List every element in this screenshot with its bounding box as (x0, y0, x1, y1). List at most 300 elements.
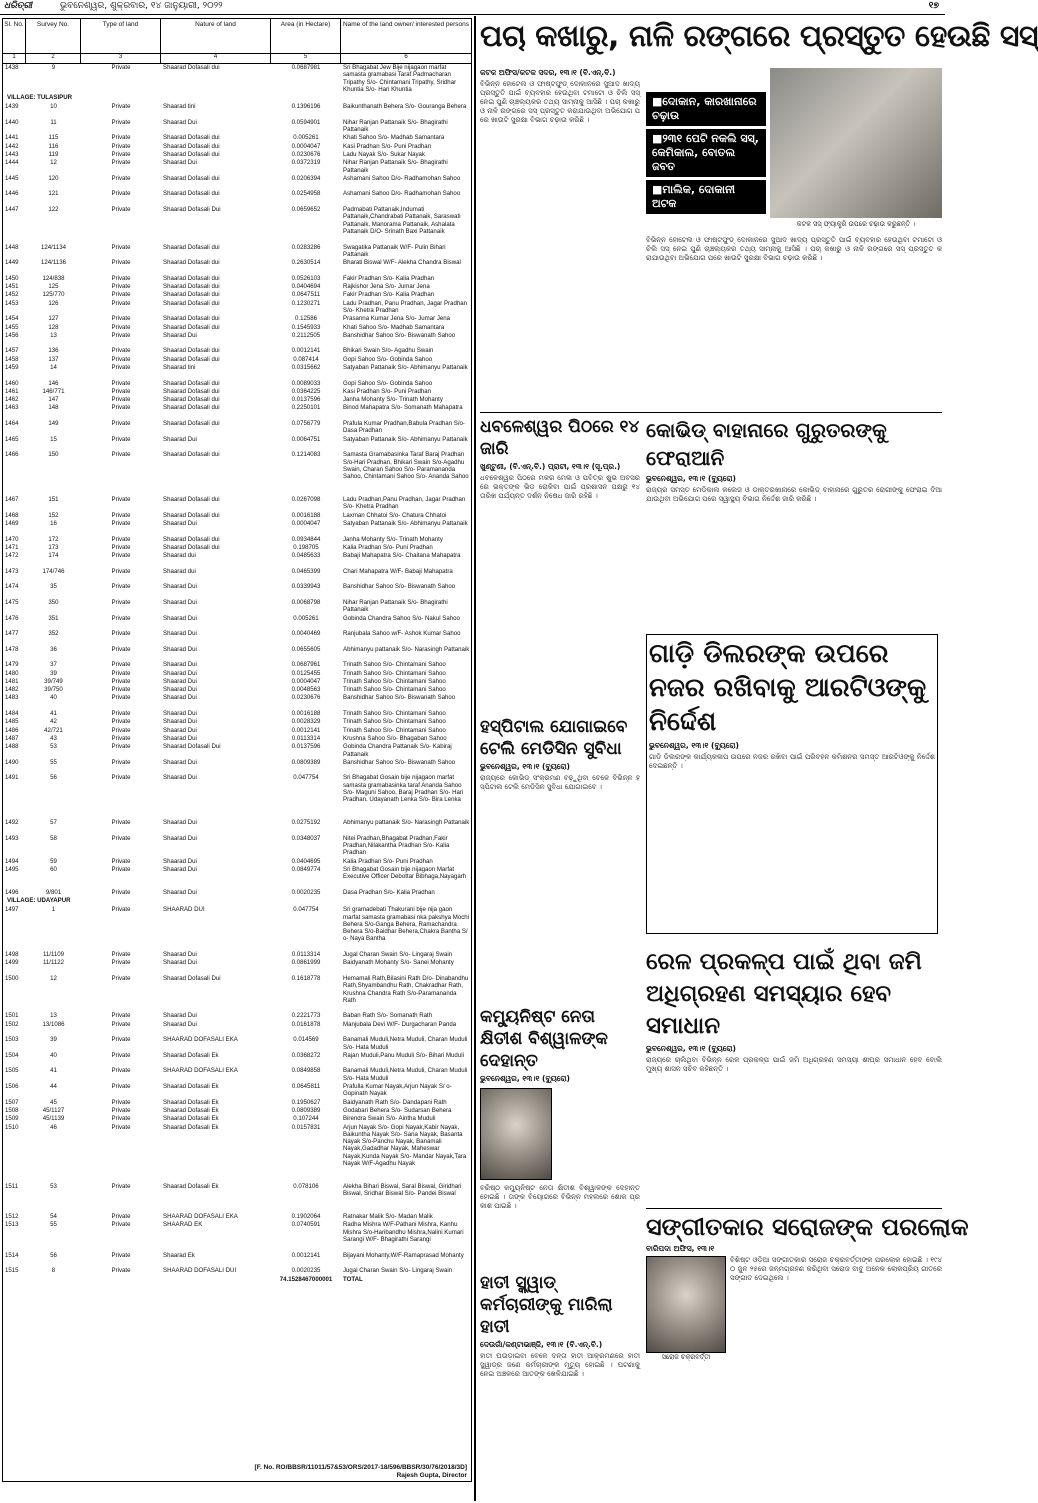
table-cell: 1477 (5, 630, 19, 638)
table-cell: Dasa Pradhan S/o- Kalia Pradhan (343, 888, 435, 896)
table-cell: Private (111, 150, 131, 158)
table-cell: Private (111, 1036, 131, 1044)
table-cell: Private (111, 379, 131, 387)
table-cell: 0.2630514 (291, 259, 321, 267)
table-cell: Private (111, 598, 131, 606)
table-cell: Prafulla Kumar Nayak,Arjun Nayak S/ o- Gopinath Nayak (343, 1083, 452, 1098)
table-cell: 0.1618778 (291, 974, 321, 982)
table-cell: 1469 (5, 519, 19, 527)
table-cell: Shaarad Dui (163, 159, 197, 167)
table-cell: Banamali Muduli,Netra Muduli, Charan Muduli S/o- Hata Muduli (343, 1067, 468, 1082)
table-cell: Private (111, 420, 131, 428)
table-cell: 0.0125455 (291, 669, 321, 677)
table-cell: Trinath Sahoo S/o- Chintamani Sahoo (343, 726, 446, 734)
table-cell: 11/1122 (42, 959, 65, 967)
table-cell: Ladu Pradhan, Panu Pradhan, Jagar Pradhan S/o- Khetra Pradhan (343, 299, 467, 314)
table-cell: 1467 (5, 496, 19, 504)
table-cell: 124/1134 (41, 243, 66, 251)
table-cell: Private (111, 283, 131, 291)
table-cell: 0.0004047 (291, 519, 321, 527)
table-cell: 9 (51, 64, 56, 71)
table-cell: 41 (50, 1067, 57, 1075)
table-cell: Shaarad Dofasali dui (163, 274, 220, 282)
table-cell: Radha Mishra W/F-Pathani Mishra, Kanhu Mishra S/o-Haribandhu Mishra,Nalini Kumari Sarangi W/F- Bhagirathi Sarangi (343, 1221, 464, 1244)
table-cell: 0.0157831 (291, 1123, 321, 1131)
table-cell: Private (111, 1083, 131, 1091)
table-cell: Shaarad Dofasali dui (163, 150, 220, 158)
col-number: 5 (271, 54, 341, 63)
table-cell: Shaarad Dui (163, 888, 197, 896)
table-row (3, 1021, 471, 1037)
table-cell: 1513 (5, 1221, 19, 1229)
table-cell: Private (111, 511, 131, 519)
table-cell: 0.0809389 (291, 758, 321, 766)
table-row (3, 536, 471, 544)
table-cell: 127 (48, 315, 59, 323)
table-cell: Shaarad Dui (163, 583, 197, 591)
table-cell: 16 (50, 519, 57, 527)
col-number: 3 (81, 54, 161, 63)
table-cell: 1450 (5, 274, 19, 282)
table-cell: 1483 (5, 694, 19, 702)
table-cell: Shaarad Dofasali dui (163, 404, 220, 412)
table-row (3, 496, 471, 512)
table-cell: Shaarad Dofasali Ek (163, 1115, 219, 1123)
dateline: ଭୁବନେଶ୍ୱର, ୧୩।୧ (ବ୍ୟୁରୋ) (649, 741, 739, 750)
table-cell: Bharati Biswal W/F- Alekha Chandra Biswal (343, 259, 461, 267)
table-cell: SHAARAD DOFASALI EKA (163, 1036, 238, 1044)
table-cell: 0.0687981 (291, 64, 321, 71)
table-cell: Shaarad Dofasali dui (163, 451, 220, 459)
table-cell: Private (111, 331, 131, 339)
table-row (3, 396, 471, 404)
table-cell: Shaarad Dofasali dui (163, 299, 220, 307)
table-cell: 1473 (5, 567, 19, 575)
table-cell: 12 (50, 159, 57, 167)
table-cell: 174/746 (42, 567, 65, 575)
table-cell: 0.0655605 (291, 645, 321, 653)
table-cell: 0.0849858 (291, 1067, 321, 1075)
table-cell: Private (111, 190, 131, 198)
table-cell: 0.0809389 (291, 1106, 321, 1114)
table-cell: 58 (50, 834, 57, 842)
table-cell: 1442 (5, 142, 19, 150)
table-cell: 147 (48, 396, 59, 404)
table-cell: 137 (48, 355, 59, 363)
table-cell: 1441 (5, 134, 19, 142)
table-row (3, 743, 471, 759)
table-cell: 45 (50, 1098, 57, 1106)
table-cell: Kalia Pradhan S/o- Puni Pradhan (343, 543, 433, 551)
table-row (3, 630, 471, 646)
table-cell: Shaarad Dui (163, 819, 197, 827)
table-cell: Gobinda Chandra Sahoo S/o- Nakul Sahoo (343, 614, 460, 622)
issue-date: ଭୁବନେଶ୍ୱର, ଶୁକ୍ରବାର, ୧୪ ଜାନୁୟାରୀ, ୨୦୨୨ (60, 1, 223, 11)
table-cell: SHAARAD DOFASALI EKA (163, 1213, 238, 1221)
table-cell: 1504 (5, 1051, 19, 1059)
table-row (3, 404, 471, 420)
table-cell: 174 (48, 552, 59, 560)
table-row (3, 1124, 471, 1183)
table-cell: Private (111, 774, 131, 782)
table-row (3, 1183, 471, 1213)
dateline: ଭୁବନେଶ୍ୱର, ୧୩।୧ (ବ୍ୟୁରୋ) (480, 762, 570, 771)
table-cell: 54 (50, 1213, 57, 1221)
table-cell: 55 (50, 1221, 57, 1229)
table-row (3, 1067, 471, 1083)
table-cell: Shaarad Dofasali dui (163, 323, 220, 331)
table-cell: Banamali Muduli,Netra Muduli, Charan Muduli S/o- Hata Muduli (343, 1036, 468, 1051)
table-cell: 1474 (5, 583, 19, 591)
table-cell: 53 (50, 743, 57, 751)
table-cell: Shaarad Dofasali dui (163, 291, 220, 299)
table-cell: 0.0004047 (291, 142, 321, 150)
table-cell: 41 (50, 710, 57, 718)
table-cell: 0.078106 (293, 1182, 319, 1190)
table-cell: 1495 (5, 866, 19, 874)
table-cell: Shaarad Dofasali Dui (163, 974, 221, 982)
table-cell: Ashamani Sahoo D/o- Radhamohan Sahoo (343, 190, 461, 198)
table-body (3, 64, 471, 1276)
table-cell: 0.0594901 (291, 118, 321, 126)
col-header: Name of the land owner/ interested persons (342, 21, 470, 28)
table-cell: Private (111, 206, 131, 214)
table-cell: 12 (50, 974, 57, 982)
table-cell: Private (111, 134, 131, 142)
table-cell: Private (111, 1251, 131, 1259)
table-cell: Shaarad Dui (163, 774, 197, 782)
table-cell: 1460 (5, 379, 19, 387)
table-cell: Trinath Sahoo S/o- Chintamani Sahoo (343, 669, 446, 677)
table-row (3, 380, 471, 388)
table-cell: Rajan Muduli,Panu Muduli S/o- Bihari Muduli (343, 1051, 464, 1059)
table-cell: 1443 (5, 150, 19, 158)
column-divider (474, 16, 476, 1501)
table-cell: 1453 (5, 299, 19, 307)
table-cell: Bijayani Mohanty,W/F-Ramaprasad Mohanty (343, 1251, 464, 1259)
table-cell: 1503 (5, 1036, 19, 1044)
table-cell: 115 (48, 134, 59, 142)
table-cell: Private (111, 734, 131, 742)
table-cell: Shaarad Dofasali dui (163, 543, 220, 551)
table-cell: 42 (50, 718, 57, 726)
table-cell: 124/838 (42, 274, 65, 282)
table-row (3, 512, 471, 520)
table-cell: 0.0315662 (291, 364, 321, 371)
article-text: ବିଶିଷ୍ଟ ଓଡ଼ିଆ ସଙ୍ଗୀତକାର ସରୋଜ ଚକ୍ରବର୍ତ୍ତୀଙ୍କ ପରଲୋକ ହୋଇଛି । ୧୯୪୦ ଜୁନ ୨୫ରେ ଜନ୍ମଗ୍ରହଣ କରିଥିବା ସରୋଜ ବାବୁ ଅନେକ ଲୋକପ୍ରିୟ ଗୀତରେ ସଙ୍ଗୀତ ଦେଇଥିଲେ । (730, 1256, 942, 1282)
dateline: ଖୁଣ୍ଟୁଣୀ, (ବି.ଏନ୍‌.ବି.) ପ୍ରାଚୀ, ୧୩।୧ (ସୂ.ପ୍ର.) (480, 462, 621, 471)
table-cell: Shaarad Dui (163, 857, 197, 865)
col-header: Type of land (81, 19, 161, 53)
table-cell: 1492 (5, 819, 19, 827)
table-cell: 0.0364225 (291, 387, 321, 395)
table-cell: 13 (50, 331, 57, 339)
table-cell: Shaarad Dofasali dui (163, 64, 220, 71)
table-cell: Private (111, 159, 131, 167)
table-cell: Shaarad Dui (163, 645, 197, 653)
table-cell: 11/1109 (42, 951, 65, 959)
table-cell: Private (111, 387, 131, 395)
table-cell: 0.005261 (293, 134, 319, 142)
table-cell: Shaarad Dofasali dui (163, 496, 220, 504)
table-cell: Satyaban Pattanaik S/o- Abhimanyu Pattanaik (343, 519, 468, 527)
table-row (3, 858, 471, 866)
table-cell: SHAARAD EK (163, 1221, 203, 1229)
total-value: 74.1528467000001 (279, 1275, 333, 1283)
table-cell: 0.0740591 (291, 1221, 321, 1229)
table-cell: Sri gramadebati Thakurani bije nija gaon marfat samasta gramabasi nka pakshya Mochi Behera S/o-Ganga Behera, Ramachandra Behera S/o-Baidhar Behera,Chakra Bantha S/ o- Naya Bantha (343, 906, 469, 943)
table-row (3, 315, 471, 323)
table-cell: Banshidhar Sahoo S/o- Biswanath Sahoo (343, 694, 456, 702)
table-cell: Nihar Ranjan Pattanaik S/o- Bhagirathi Pattanaik (343, 118, 448, 134)
table-cell: 0.0012141 (291, 1251, 321, 1259)
table-cell: 0.0404695 (291, 857, 321, 865)
col-number: 2 (26, 54, 81, 63)
dateline: ଭୁବନେଶ୍ୱର, ୧୩।୧ (ବ୍ୟୁରୋ) (480, 1074, 570, 1083)
table-row (3, 835, 471, 858)
table-cell: 0.0089033 (291, 379, 321, 387)
table-cell: 0.0645811 (291, 1083, 321, 1091)
table-cell: 1455 (5, 323, 19, 331)
table-cell: Janha Mohanty S/o- Trinath Mohanty (343, 535, 443, 543)
table-cell: 53 (50, 1182, 57, 1190)
table-cell: Private (111, 435, 131, 443)
table-row (3, 889, 471, 897)
table-cell: 0.0404694 (291, 283, 321, 291)
table-cell: Fakir Pradhan S/o- Kalia Pradhan (343, 291, 435, 299)
table-cell: Private (111, 1106, 131, 1114)
table-row (3, 451, 471, 496)
article-text: ବିଭିନ୍ନ ହୋଟେଲ ଓ ଫାଷ୍ଟଫୁଡ୍‌ ଦୋକାନରେ ସୁଆଦ ଖାଦ୍ୟ ପ୍ରସ୍ତୁତି ପାଇଁ ବ୍ୟବହାର ହେଉଥିବା ଟମାଟୋ ଓ ଚିଲି ସସ୍‌ ନେଇ ପୁଣି ଚାଞ୍ଚଲ୍ୟକର ତଥ୍ୟ ସାମ୍ନାକୁ ଆସିଛି । ପଚା କଖାରୁ ଓ ନାଳି ରଙ୍ଗରେ ସସ୍‌ ପ୍ରସ୍ତୁତ କରାଯାଉଥିବା ଅଭିଯୋଗ ପରେ ଖାଉଟି ସୁରକ୍ଷା ବିଭାଗ ଚଢ଼ାଉ କରିଛି । (480, 80, 640, 124)
table-cell: Private (111, 951, 131, 959)
table-cell: Shaarad Ek (163, 1251, 195, 1259)
article-text: ଗାଡ଼ି ଡିଲରଙ୍କ କାର୍ଯ୍ୟକଳାପ ଉପରେ ନଜର ରଖିବା ପାଇଁ ପରିବହନ କମିଶନର ସମସ୍ତ ଆରଟିଓଙ୍କୁ ନିର୍ଦ୍ଦେଶ ଦେଇଛନ୍ତି । (649, 753, 935, 770)
table-cell: 13/1086 (42, 1020, 65, 1028)
table-cell: 0.0161878 (291, 1020, 321, 1028)
table-row (3, 520, 471, 536)
table-cell: Ladu Nayak S/o- Sukar Nayak (343, 150, 425, 158)
table-cell: 39 (50, 1036, 57, 1044)
table-cell: 0.0137596 (291, 396, 321, 404)
col-number: 4 (161, 54, 271, 63)
table-cell: 43 (50, 734, 57, 742)
photo-caption: କଟକ ସସ୍‌ ଫ୍ୟାକ୍ଟ୍ରି ଉପରେ ଚଢ଼ାଉ କରୁଛନ୍ତି । (796, 220, 916, 228)
table-cell: 1496 (5, 888, 19, 896)
table-cell: 1459 (5, 364, 19, 371)
headline: ଧବଳେଶ୍ୱର ପିଠରେ ୧୪ ଜାରି (480, 417, 640, 459)
table-cell: Shaarad Dui (163, 661, 197, 669)
table-cell: Prasanna Kumar Jena S/o- Jumar Jena (343, 315, 451, 323)
table-cell: 1439 (5, 103, 19, 111)
table-cell: 1457 (5, 347, 19, 355)
table-cell: 13 (50, 1012, 57, 1020)
table-cell: 0.0012141 (291, 726, 321, 734)
table-cell: Shaarad Dofasali dui (163, 511, 220, 519)
table-cell: Private (111, 535, 131, 543)
table-cell: 128 (48, 323, 59, 331)
table-cell: 1498 (5, 951, 19, 959)
table-row (3, 190, 471, 206)
table-cell: Shaarad Dofasali Ek (163, 1083, 219, 1091)
raid-photo (770, 68, 942, 218)
table-cell: 122 (48, 206, 59, 214)
table-cell: Satyaban Pattanaik S/o- Abhimanyu Pattanaik (343, 364, 468, 371)
table-row (3, 1052, 471, 1068)
headline: ସଙ୍ଗୀତକାର ସରୋଜଙ୍କ ପରଲୋକ (646, 1213, 969, 1241)
table-cell: Private (111, 404, 131, 412)
table-cell: Private (111, 543, 131, 551)
table-row (3, 583, 471, 599)
table-row (3, 710, 471, 718)
table-cell: Baidyanath Mohanty S/o- Sanei Mohanty (343, 959, 454, 967)
table-cell: 0.107244 (293, 1115, 319, 1123)
table-cell: Private (111, 1115, 131, 1123)
table-cell: Private (111, 274, 131, 282)
table-cell: 1499 (5, 959, 19, 967)
table-cell: 0.0254958 (291, 190, 321, 198)
table-cell: Shaarad Dui (163, 959, 197, 967)
table-row (3, 64, 471, 94)
table-cell: 0.1902064 (291, 1213, 321, 1221)
table-cell: 1456 (5, 331, 19, 339)
column-numbers (3, 54, 471, 64)
table-cell: 1466 (5, 451, 19, 459)
table-cell: 0.0368272 (291, 1051, 321, 1059)
table-cell: 1481 (5, 677, 19, 685)
headline: ହାତୀ ସ୍କ୍ୱାଡ୍‌ କର୍ମଚାରୀଙ୍କୁ ମାରିଲା ହାତୀ (480, 1273, 613, 1337)
table-cell: Trinath Sahoo S/o- Chintamani Sahoo (343, 677, 446, 685)
table-cell: 1446 (5, 190, 19, 198)
table-cell: 0.0016188 (291, 511, 321, 519)
table-row (3, 1107, 471, 1115)
table-cell: 1458 (5, 355, 19, 363)
table-cell: 1512 (5, 1213, 19, 1221)
table-cell: Banshidhar Sahoo S/o- Biswanath Sahoo (343, 758, 456, 766)
table-cell: Trinath Sahoo S/o- Chintamani Sahoo (343, 718, 446, 726)
table-cell: Private (111, 645, 131, 653)
table-cell: Shaarad Dofasali dui (163, 134, 220, 142)
table-row (3, 206, 471, 244)
table-cell: 0.0040469 (291, 630, 321, 638)
table-cell: Alekha Bihari Biswal, Saral Biswal, Giridhari Biswal, Sridhar Biswal S/o- Pandei Biswal (343, 1182, 462, 1198)
table-cell: Private (111, 142, 131, 150)
table-cell: Private (111, 355, 131, 363)
table-cell: 1465 (5, 435, 19, 443)
table-cell: Ashamani Sahoo D/o- Radhamohan Sahoo (343, 174, 461, 182)
table-cell: 1491 (5, 774, 19, 782)
table-cell: Sri Bhagabat Gosain bije nijagaon marfat samasta gramabasinka taraf Ananda Sahoo S/o- Maguni Sahoo, Baraj Pradhan S/o- Hari Pradhan, Udayanath Lenka S/o- Bira Lenka (343, 774, 464, 804)
table-cell: Private (111, 451, 131, 459)
table-cell: Private (111, 1267, 131, 1275)
table-cell: Private (111, 669, 131, 677)
table-cell: Swagatika Pattanaik W/F- Pulin Bihari Pattanaik (343, 243, 446, 258)
table-row (3, 134, 471, 142)
table-cell: Ratnakar Malik S/o- Madan Malik (343, 1213, 433, 1221)
table-cell: 120 (48, 174, 59, 182)
table-cell: Private (111, 758, 131, 766)
table-cell: 0.0372319 (291, 159, 321, 167)
portrait-photo (646, 1256, 726, 1353)
article-text: ରାଜ୍ୟରେ ଚାଲିଥିବା ବିଭିନ୍ନ ରେଳ ପ୍ରକଳ୍ପ ପାଇଁ ଜମି ଅଧିଗ୍ରହଣ ସମସ୍ୟା ଶୀଘ୍ର ସମାଧାନ ହେବ ବୋଲି ମୁଖ୍ୟ ଶାସନ ସଚିବ କହିଛନ୍ତି । (646, 1056, 942, 1073)
table-cell: Ranjubala Sahoo w/F- Ashok Kumar Sahoo (343, 630, 461, 638)
article-text: ବିଭିନ୍ନ ହୋଟେଲ ଓ ଫାଷ୍ଟଫୁଡ୍‌ ଦୋକାନରେ ସୁଆଦ ଖାଦ୍ୟ ପ୍ରସ୍ତୁତି ପାଇଁ ବ୍ୟବହାର ହେଉଥିବା ଟମାଟୋ ଓ ଚିଲି ସସ୍‌ ନେଇ ପୁଣି ଚାଞ୍ଚଲ୍ୟକର ତଥ୍ୟ ସାମ୍ନାକୁ ଆସିଛି । ପଚା କଖାରୁ ଓ ନାଳି ରଙ୍ଗରେ ସସ୍‌ ପ୍ରସ୍ତୁତ କରାଯାଉଥିବା ଅଭିଯୋଗ ପରେ ଖାଉଟି ସୁରକ୍ଷା ବିଭାଗ ଚଢ଼ାଉ କରିଛି । (646, 236, 942, 262)
table-cell: Shaarad Dui (163, 630, 197, 638)
table-cell: 39/749 (44, 677, 63, 685)
table-cell: Shaarad Dofasali Ek (163, 1051, 219, 1059)
table-cell: Kalia Pradhan S/o- Puni Pradhan (343, 857, 433, 865)
story-dhabaleswar (480, 416, 640, 716)
table-cell: Rajkishor Jena S/o- Jumar Jena (343, 283, 430, 291)
table-cell: 146 (48, 379, 59, 387)
table-cell: 1485 (5, 718, 19, 726)
table-cell: 0.0028329 (291, 718, 321, 726)
table-cell: Shaarad Dui (163, 331, 197, 339)
table-cell: Shaarad Dui (163, 734, 197, 742)
table-cell: Khati Sahoo S/o- Madhab Samantara (343, 323, 445, 331)
table-row (3, 670, 471, 678)
table-row (3, 568, 471, 584)
table-row (3, 661, 471, 669)
table-cell: Shaarad Dui (163, 951, 197, 959)
table-cell: 1493 (5, 834, 19, 842)
table-cell: 0.0861999 (291, 959, 321, 967)
table-cell: 1464 (5, 420, 19, 428)
table-cell: Private (111, 118, 131, 126)
headline: ପଚା କଖାରୁ, ନାଳି ରଙ୍ଗରେ ପ୍ରସ୍ତୁତ ହେଉଛି ସସ୍‌ (480, 19, 1038, 54)
table-cell: 56 (50, 774, 57, 782)
table-cell: 1490 (5, 758, 19, 766)
table-cell: Private (111, 630, 131, 638)
table-cell: Manjubala Devi W/F- Durgacharan Panda (343, 1020, 457, 1028)
table-cell: 1511 (5, 1182, 19, 1190)
story-musician-saroj (646, 1212, 969, 1502)
table-cell: 1510 (5, 1123, 19, 1131)
table-row (3, 819, 471, 835)
col-header: Area (in Hectare) (271, 19, 341, 53)
article-text: ରାଜ୍ୟରେ କୋଭିଡ୍‌ ସଂକ୍ରମଣ ବଢ଼ୁଥିବା ବେଳେ ବିଭିନ୍ନ ହସ୍ପିଟାଲ ଟେଲି ମେଡିସିନ ସୁବିଧା ଯୋଗାଇବେ । (480, 774, 640, 791)
table-cell: Private (111, 819, 131, 827)
table-cell: 0.0275192 (291, 819, 321, 827)
table-row (3, 1221, 471, 1251)
table-cell: SHAARAD DOFASALI DUI (163, 1267, 237, 1275)
table-cell: 1468 (5, 511, 19, 519)
table-cell: 45/1139 (42, 1115, 65, 1123)
village-heading: VILLAGE: UDAYAPUR (7, 897, 71, 905)
table-cell: 124/1136 (41, 259, 66, 267)
table-cell: Shaarad Dofasali dui (163, 387, 220, 395)
table-cell: Private (111, 1123, 131, 1131)
table-cell: 0.2250101 (291, 404, 321, 412)
table-cell: 1472 (5, 552, 19, 560)
table-cell: 0.0020235 (291, 888, 321, 896)
table-cell: 0.0206394 (291, 174, 321, 182)
table-cell: Private (111, 64, 131, 71)
table-cell: 59 (50, 857, 57, 865)
table-cell: 0.0659652 (291, 206, 321, 214)
table-cell: Private (111, 677, 131, 685)
table-cell: 14 (50, 364, 57, 371)
table-cell: Shaarad Dofasali dui (163, 347, 220, 355)
table-cell: 0.1230271 (291, 299, 321, 307)
table-cell: Shaarad Dui (163, 758, 197, 766)
table-cell: 1470 (5, 535, 19, 543)
table-cell: Babaji Mahapatra S/o- Chaitana Mahapatra (343, 552, 461, 560)
divider (480, 412, 942, 413)
table-cell: Shaarad Dofasali Dui (163, 206, 221, 214)
table-cell: 151 (48, 496, 59, 504)
table-cell: 0.087414 (293, 355, 319, 363)
table-cell: Nihar Ranjan Pattanaik S/o- Bhagirathi Pattanaik (343, 598, 448, 614)
